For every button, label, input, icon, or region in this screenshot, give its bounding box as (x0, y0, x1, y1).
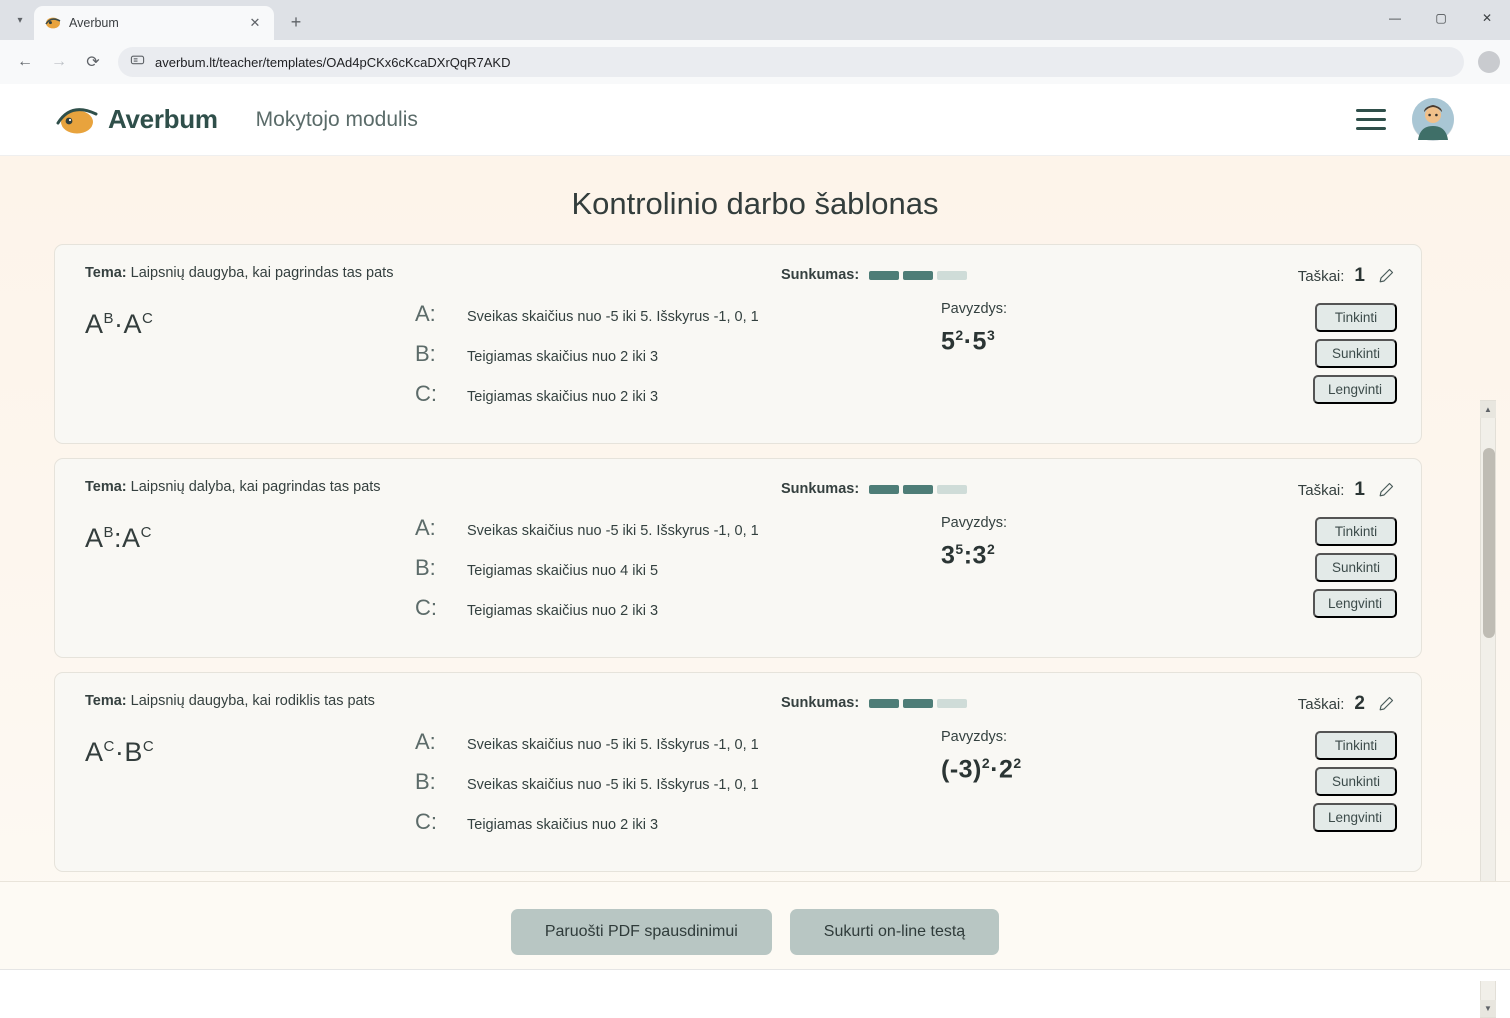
difficulty-bar (937, 271, 967, 280)
difficulty-bars (869, 485, 967, 494)
example-base-1: 5 (941, 327, 956, 356)
page-footer (0, 881, 1510, 981)
tab-search-chevron-down-icon[interactable]: ▾ (17, 14, 23, 26)
window-close-icon[interactable]: ✕ (1481, 11, 1493, 25)
formula-operator: : (114, 523, 123, 553)
tema-value: Laipsnių daugyba, kai pagrindas tas pats (130, 265, 394, 281)
card-actions (1313, 515, 1397, 635)
points-label: Taškai: (1297, 695, 1345, 713)
variable-description: Teigiamas skaičius nuo 4 iki 5 (467, 563, 659, 579)
tema-value: Laipsnių dalyba, kai pagrindas tas pats (130, 479, 381, 495)
browser-tab[interactable] (34, 6, 274, 40)
difficulty-bars (869, 699, 967, 708)
variable-description: Sveikas skaičius nuo -5 iki 5. Išskyrus -1, 0, 1 (467, 777, 759, 793)
variable-row (415, 595, 935, 621)
example-base-1: 3 (941, 541, 956, 570)
averbum-favicon-icon (44, 15, 61, 32)
browser-profile-avatar[interactable] (1478, 51, 1500, 73)
points-label: Taškai: (1297, 267, 1345, 285)
close-icon[interactable]: ✕ (249, 15, 261, 30)
back-icon[interactable]: ← (17, 53, 33, 70)
example-exp-1: 2 (981, 755, 991, 771)
pencil-edit-icon[interactable] (1375, 265, 1397, 287)
difficulty-meter (781, 695, 967, 711)
card-actions (1313, 729, 1397, 849)
variable-row (415, 769, 935, 795)
variable-description: Teigiamas skaičius nuo 2 iki 3 (467, 349, 659, 365)
tema-label: Tema: (85, 693, 127, 709)
app-header (0, 84, 1510, 156)
example-exp-2: 2 (986, 541, 996, 557)
tema-value: Laipsnių daugyba, kai rodiklis tas pats (130, 693, 375, 709)
formula-exp-1: B (103, 524, 115, 541)
variable-row (415, 301, 935, 327)
variable-description: Teigiamas skaičius nuo 2 iki 3 (467, 389, 659, 405)
template-card (54, 672, 1422, 872)
variable-description: Sveikas skaičius nuo -5 iki 5. Išskyrus -1, 0, 1 (467, 309, 759, 325)
card-body (85, 301, 1397, 421)
formula-expression (85, 515, 415, 635)
formula-base-2: A (122, 523, 141, 553)
formula-base-2: B (124, 737, 143, 767)
difficulty-bar (869, 699, 899, 708)
difficulty-bars (869, 271, 967, 280)
card-actions (1313, 301, 1397, 421)
formula-exp-1: B (103, 310, 115, 327)
formula-base-1: A (85, 523, 104, 553)
forward-icon[interactable]: → (51, 53, 67, 70)
variable-key: A: (415, 729, 436, 754)
example-block (935, 729, 1185, 849)
variable-row (415, 809, 935, 835)
difficulty-bar (903, 699, 933, 708)
card-topic (85, 693, 375, 709)
window-controls (1372, 0, 1510, 36)
formula-base-1: A (85, 309, 104, 339)
tema-label: Tema: (85, 265, 127, 281)
difficulty-bar (869, 485, 899, 494)
card-header (85, 693, 1397, 714)
difficulty-bar (869, 271, 899, 280)
variable-description: Sveikas skaičius nuo -5 iki 5. Išskyrus -1, 0, 1 (467, 523, 759, 539)
maximize-icon[interactable]: ▢ (1435, 11, 1447, 25)
variable-description: Sveikas skaičius nuo -5 iki 5. Išskyrus -1, 0, 1 (467, 737, 759, 753)
template-card (54, 458, 1422, 658)
minimize-icon[interactable]: — (1389, 11, 1401, 25)
browser-toolbar (0, 40, 1510, 84)
customize-button[interactable]: Tinkinti (1315, 303, 1397, 332)
example-exp-1: 5 (955, 541, 964, 557)
cards-scroll-area (54, 244, 1456, 864)
harder-button[interactable]: Sunkinti (1315, 339, 1397, 368)
example-base-2: 3 (972, 541, 987, 570)
difficulty-meter (781, 481, 967, 497)
variables-list (415, 515, 935, 635)
formula-exp-1: C (103, 738, 115, 755)
card-body (85, 515, 1397, 635)
variable-key: B: (415, 555, 436, 580)
template-card (54, 244, 1422, 444)
example-operator: · (963, 327, 973, 356)
variable-row (415, 729, 935, 755)
example-block (935, 301, 1185, 421)
formula-exp-2: C (142, 738, 155, 755)
user-avatar[interactable] (1412, 99, 1454, 141)
harder-button[interactable]: Sunkinti (1315, 767, 1397, 796)
example-exp-2: 2 (1013, 755, 1022, 771)
variable-key: C: (415, 809, 437, 834)
module-title: Mokytojo modulis (255, 107, 418, 131)
example-exp-1: 2 (955, 327, 964, 343)
difficulty-bar (903, 485, 933, 494)
page-content (0, 156, 1510, 1013)
scrollbar-thumb[interactable] (1483, 448, 1495, 638)
scroll-up-arrow-icon[interactable]: ▲ (1480, 401, 1496, 418)
formula-operator: · (114, 309, 124, 339)
url-text: averbum.lt/teacher/templates/OAd4pCKx6cKcaDXrQqR7AKD (155, 54, 511, 70)
pencil-edit-icon[interactable] (1375, 693, 1397, 715)
card-topic (85, 265, 393, 281)
variables-list (415, 729, 935, 849)
browser-chrome (0, 0, 1510, 84)
page-title: Kontrolinio darbo šablonas (571, 186, 939, 221)
create-online-test-button[interactable]: Sukurti on-line testą (790, 909, 999, 955)
variable-row (415, 341, 935, 367)
variables-list (415, 301, 935, 421)
difficulty-bar (903, 271, 933, 280)
card-header (85, 479, 1397, 500)
example-block (935, 515, 1185, 635)
difficulty-label: Sunkumas: (781, 481, 860, 497)
example-label: Pavyzdys: (941, 515, 1008, 531)
variable-row (415, 515, 935, 541)
variable-description: Teigiamas skaičius nuo 2 iki 3 (467, 603, 659, 619)
variable-description: Teigiamas skaičius nuo 2 iki 3 (467, 817, 659, 833)
points-label: Taškai: (1297, 481, 1345, 499)
site-settings-icon[interactable] (130, 52, 145, 72)
address-bar[interactable] (118, 47, 1464, 77)
variable-key: C: (415, 595, 437, 620)
easier-button[interactable]: Lengvinti (1313, 589, 1397, 618)
points-value: 2 (1354, 693, 1365, 714)
prepare-pdf-button[interactable]: Paruošti PDF spausdinimui (511, 909, 772, 955)
example-label: Pavyzdys: (941, 729, 1008, 745)
difficulty-label: Sunkumas: (781, 267, 860, 283)
points-value: 1 (1354, 265, 1365, 286)
example-base-1: (-3) (941, 755, 982, 784)
difficulty-meter (781, 267, 967, 283)
formula-operator: · (114, 737, 125, 767)
card-header (85, 265, 1397, 286)
formula-expression (85, 301, 415, 421)
card-body (85, 729, 1397, 849)
card-topic (85, 479, 381, 495)
easier-button[interactable]: Lengvinti (1313, 375, 1397, 404)
example-exp-2: 3 (986, 327, 996, 343)
harder-button[interactable]: Sunkinti (1315, 553, 1397, 582)
example-expression (941, 541, 1185, 570)
new-tab-button[interactable]: + (290, 11, 302, 32)
template-cards-list (54, 244, 1422, 872)
bottom-strip (0, 969, 1510, 981)
variable-key: C: (415, 381, 437, 406)
example-operator: · (990, 755, 1000, 784)
difficulty-bar (937, 485, 967, 494)
points-value: 1 (1354, 479, 1365, 500)
reload-icon[interactable]: ⟳ (86, 54, 100, 71)
formula-base-1: A (85, 737, 104, 767)
tab-title: Averbum (69, 16, 119, 30)
brand-logo[interactable] (56, 102, 218, 138)
variable-row (415, 381, 935, 407)
header-right (1356, 99, 1454, 141)
formula-exp-2: C (142, 310, 154, 327)
tema-label: Tema: (85, 479, 127, 495)
variable-key: A: (415, 301, 436, 326)
example-expression (941, 755, 1185, 784)
example-operator: : (963, 541, 973, 570)
points-block (1298, 479, 1397, 501)
variable-key: A: (415, 515, 436, 540)
points-block (1298, 265, 1397, 287)
example-base-2: 2 (999, 755, 1014, 784)
variable-key: B: (415, 769, 436, 794)
brand-name: Averbum (108, 104, 218, 134)
variable-row (415, 555, 935, 581)
example-expression (941, 327, 1185, 356)
customize-button[interactable]: Tinkinti (1315, 517, 1397, 546)
hamburger-icon[interactable] (1356, 109, 1386, 131)
pencil-edit-icon[interactable] (1375, 479, 1397, 501)
customize-button[interactable]: Tinkinti (1315, 731, 1397, 760)
formula-exp-2: C (140, 524, 152, 541)
formula-expression (85, 729, 415, 849)
tab-strip (0, 0, 1510, 40)
scroll-down-arrow-icon[interactable]: ▼ (1480, 1000, 1496, 1017)
averbum-logo-icon (56, 102, 98, 138)
easier-button[interactable]: Lengvinti (1313, 803, 1397, 832)
example-base-2: 5 (972, 327, 987, 356)
example-label: Pavyzdys: (941, 301, 1008, 317)
difficulty-bar (937, 699, 967, 708)
points-block (1298, 693, 1397, 715)
variable-key: B: (415, 341, 436, 366)
formula-base-2: A (123, 309, 143, 339)
difficulty-label: Sunkumas: (781, 695, 860, 711)
